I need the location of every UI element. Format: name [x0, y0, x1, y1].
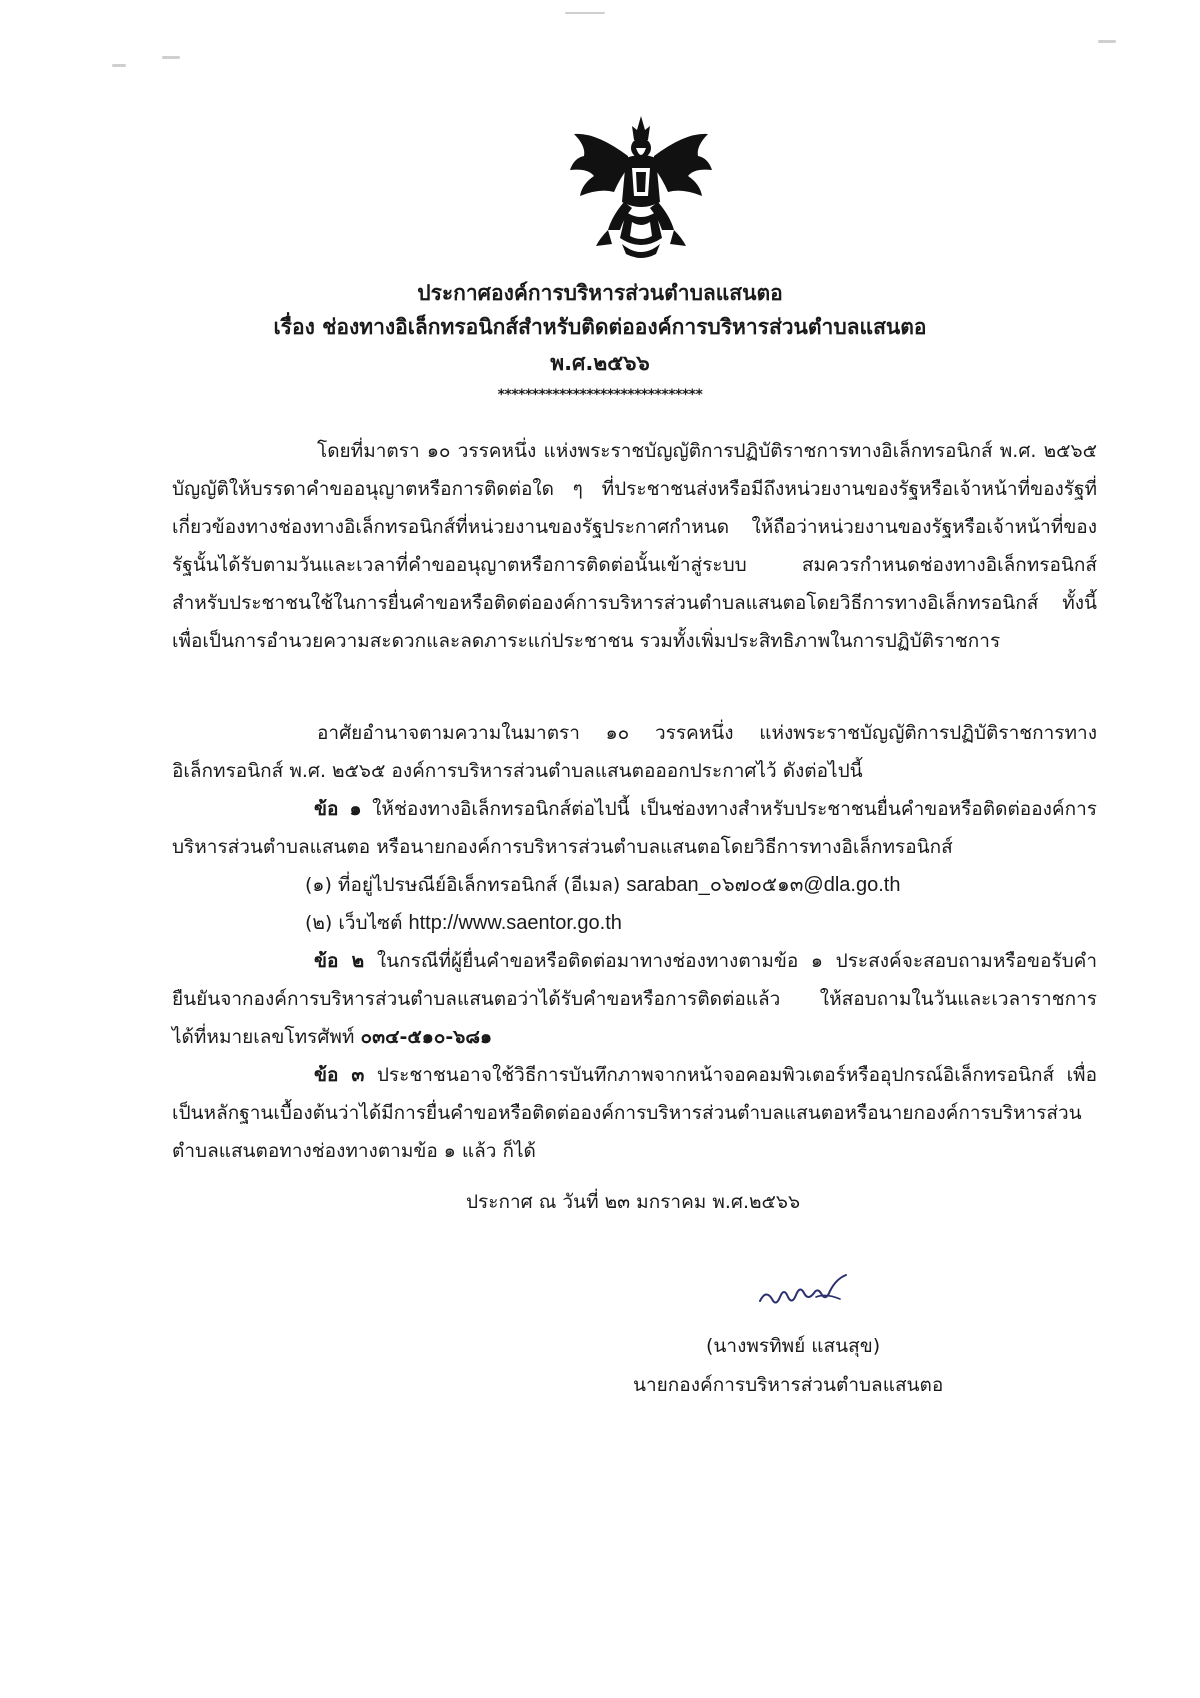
phone-number: ๐๓๔-๕๑๐-๖๘๑ — [360, 1026, 493, 1048]
scan-speck — [162, 56, 180, 59]
scan-speck — [112, 64, 126, 67]
garuda-emblem-icon — [566, 112, 716, 262]
email-label: (๑) ที่อยู่ไปรษณีย์อิเล็กทรอนิกส์ (อีเมล) — [305, 874, 621, 896]
clause-3-label: ข้อ ๓ — [314, 1064, 365, 1086]
clause-1-text: ให้ช่องทางอิเล็กทรอนิกส์ต่อไปนี้ เป็นช่องทางสำหรับประชาชนยื่นคำขอหรือติดต่อองค์การบริหารส่วนตำบลแสนตอ หรือนายกองค์การบริหารส่วนตำบลแสนตอโดยวิธีการทางอิเล็กทรอนิกส์ — [172, 798, 1097, 858]
announcement-date: ประกาศ ณ วันที่ ๒๓ มกราคม พ.ศ.๒๕๖๖ — [466, 1191, 801, 1213]
announcement-subject: เรื่อง ช่องทางอิเล็กทรอนิกส์สำหรับติดต่อองค์การบริหารส่วนตำบลแสนตอ — [273, 315, 927, 339]
authority-paragraph: อาศัยอำนาจตามความในมาตรา ๑๐ วรรคหนึ่ง แห่งพระราชบัญญัติการปฏิบัติราชการทางอิเล็กทรอนิกส์ พ.ศ. ๒๕๖๕ องค์การบริหารส่วนตำบลแสนตอออกประกาศไว้ ดังต่อไปนี้ — [172, 722, 1097, 782]
website-url: http://www.saentor.go.th — [408, 912, 622, 934]
scan-speck — [565, 12, 605, 14]
email-item — [305, 866, 900, 904]
clause-1-label: ข้อ ๑ — [314, 798, 362, 820]
clause-2-text: ในกรณีที่ผู้ยื่นคำขอหรือติดต่อมาทางช่องทางตามข้อ ๑ ประสงค์จะสอบถามหรือขอรับคำยืนยันจากองค์การบริหารส่วนตำบลแสนตอว่าได้รับคำขอหรือการติดต่อแล้ว ให้สอบถามในวันและเวลาราชการได้ที่หมายเลขโทรศัพท์ — [172, 950, 1098, 1048]
clause-3-text: ประชาชนอาจใช้วิธีการบันทึกภาพจากหน้าจอคอมพิวเตอร์หรืออุปกรณ์อิเล็กทรอนิกส์ เพื่อเป็นหลักฐานเบื้องต้นว่าได้มีการยื่นคำขอหรือติดต่อองค์การบริหารส่วนตำบลแสนตอหรือนายกองค์การบริหารส่วนตำบลแสนตอทางช่องทางตามข้อ ๑ แล้ว ก็ได้ — [172, 1064, 1097, 1162]
scan-speck — [1098, 40, 1116, 43]
website-label: (๒) เว็บไซต์ — [305, 912, 403, 934]
title-separator: ****************************** — [497, 387, 703, 403]
clause-3 — [172, 1056, 1097, 1170]
clause-2 — [172, 942, 1097, 1056]
preamble-paragraph: โดยที่มาตรา ๑๐ วรรคหนึ่ง แห่งพระราชบัญญัติการปฏิบัติราชการทางอิเล็กทรอนิกส์ พ.ศ. ๒๕๖๕ บัญญัติให้บรรดาคำขออนุญาตหรือการติดต่อใด ๆ ที่ประชาชนส่งหรือมีถึงหน่วยงานของรัฐหรือเจ้าหน้าที่ของรัฐที่เกี่ยวข้องทางช่องทางอิเล็กทรอนิกส์ที่หน่วยงานของรัฐประกาศกำหนด ให้ถือว่าหน่วยงานของรัฐหรือเจ้าหน้าที่ของรัฐนั้นได้รับตามวันและเวลาที่คำขออนุญาตหรือการติดต่อนั้นเข้าสู่ระบบ สมควรกำหนดช่องทางอิเล็กทรอนิกส์สำหรับประชาชนใช้ในการยื่นคำขอหรือติดต่อองค์การบริหารส่วนตำบลแสนตอโดยวิธีการทางอิเล็กทรอนิกส์ ทั้งนี้ เพื่อเป็นการอำนวยความสะดวกและลดภาระแก่ประชาชน รวมทั้งเพิ่มประสิทธิภาพในการปฏิบัติราชการ — [172, 440, 1097, 652]
signer-name: (นางพรทิพย์ แสนสุข) — [706, 1335, 881, 1357]
announcement-title: ประกาศองค์การบริหารส่วนตำบลแสนตอ — [417, 281, 783, 305]
clause-1 — [172, 790, 1097, 866]
email-address: saraban_๐๖๗๐๕๑๓@dla.go.th — [626, 874, 901, 896]
signer-title: นายกองค์การบริหารส่วนตำบลแสนตอ — [633, 1374, 944, 1396]
handwritten-signature — [756, 1267, 856, 1317]
announcement-year: พ.ศ.๒๕๖๖ — [550, 351, 650, 375]
clause-2-label: ข้อ ๒ — [314, 950, 365, 972]
website-item — [305, 904, 622, 942]
